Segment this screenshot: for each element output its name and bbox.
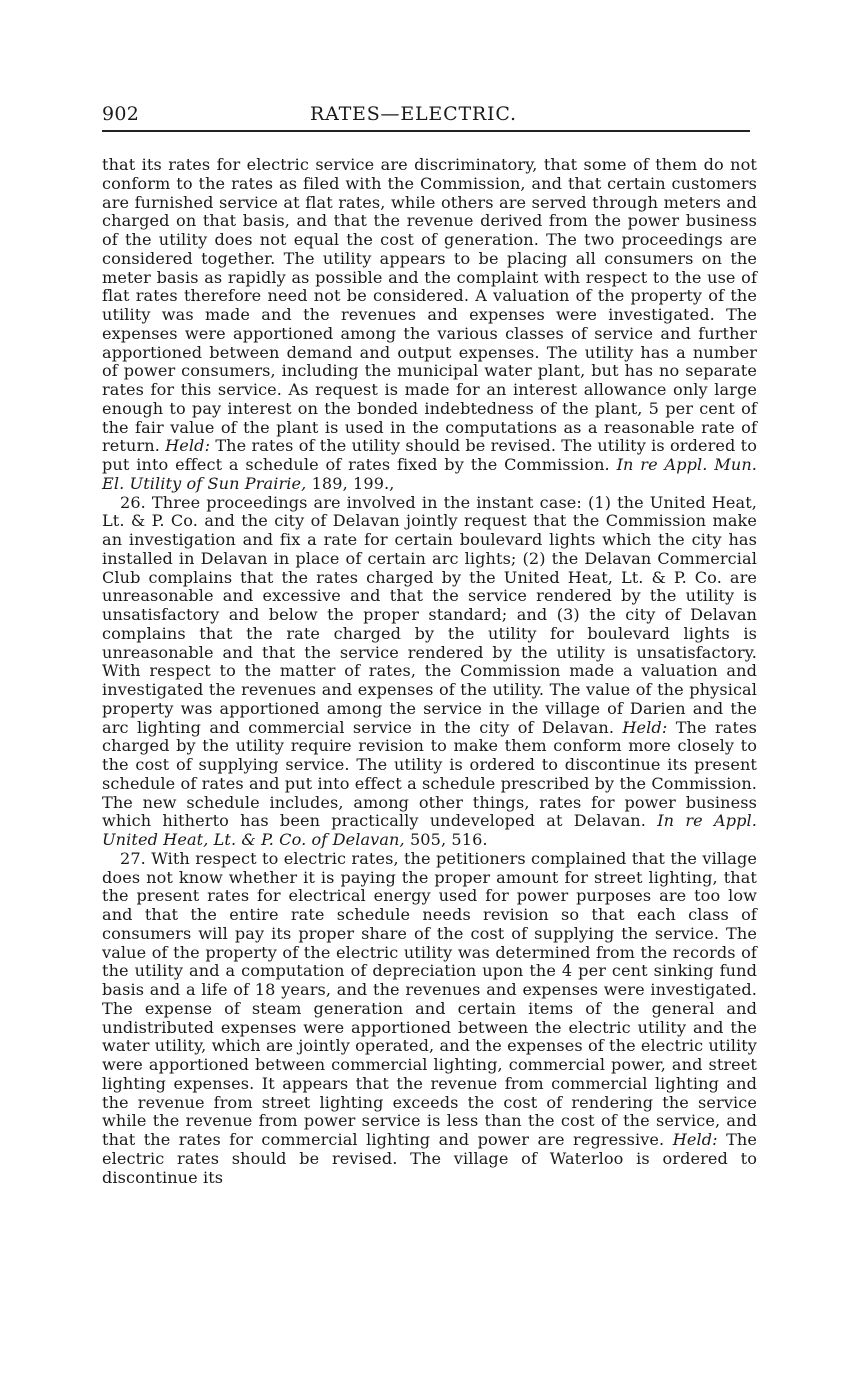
running-title: RATES—ELECTRIC. — [310, 103, 517, 125]
paragraph-27 — [102, 850, 757, 1188]
paragraph-text: that its rates for electric service are discriminatory, that some of them do not conform to the rates as filed with the Commission, and that certain customers are furnished service at flat rates, while others are served through meters and charged on that basis, and that the revenue derived from the power business of the utility does not equal the cost of generation. The two proceedings are considered together. The utility appears to be placing all consumers on the meter basis as rapidly as possible and the complaint with respect to the use of flat rates therefore need not be considered. A valuation of the property of the utility was made and the revenues and expenses were investigated. The expenses were apportioned among the various classes of service and further apportioned between demand and output expenses. The utility has a number of power consumers, including the municipal water plant, but has no separate rates for this service. As request is made for an interest allowance only large enough to pay interest on the bonded indebtedness of the plant, 5 per cent of the fair value of the plant is used in the computations as a reasonable rate of return. — [102, 155, 757, 456]
held-label: Held: — [672, 1130, 718, 1149]
case-citation: In re Appl. Mun. El. Utility of Sun Prairie, — [102, 455, 758, 493]
held-label: Held: — [165, 436, 211, 456]
paragraph-text: The electric rates should be revised. The village of Waterloo is ordered to discontinue its — [102, 1130, 758, 1187]
citation-pages: 189, 199., — [311, 473, 395, 493]
case-citation: In re Appl. United Heat, Lt. & P. Co. of Delavan, — [102, 811, 758, 849]
paragraph-26 — [102, 494, 757, 850]
header-rule — [102, 130, 750, 132]
citation-pages: 505, 516. — [409, 830, 488, 849]
body-text — [102, 156, 757, 1187]
held-label: Held: — [622, 717, 668, 737]
page-number: 902 — [102, 103, 140, 125]
paragraph-text: The rates charged by the utility require revision to make them conform more closely to the cost of supplying service. The utility is ordered to discontinue its present schedule of rates and put into effect a schedule prescribed by the Commission. The new schedule includes, among other things, rates for power business which hitherto has been practically undeveloped at Delavan. — [102, 717, 757, 831]
running-header — [102, 100, 757, 128]
paragraph-text: 26. Three proceedings are involved in the instant case: (1) the United Heat, Lt. & P. Co. and the city of Delavan jointly request that the Commission make an investigation and fix a rate for certain boulevard lights which the city has installed in Delavan in place of certain arc lights; (2) the Delavan Commercial Club complains that the rates charged by the United Heat, Lt. & P. Co. are unreasonable and excessive and that the service rendered by the utility is unsatisfactory and below the proper standard; and (3) the city of Delavan complains that the rate charged by the utility for boulevard lights is unreasonable and that the service rendered by the utility is unsatisfactory. With respect to the matter of rates, the Commission made a valuation and investigated the revenues and expenses of the utility. The value of the physical property was apportioned among the service in the village of Darien and the arc lighting and commercial service in the city of Delavan. — [102, 492, 757, 737]
paragraph-text: 27. With respect to electric rates, the petitioners complained that the village does not know whether it is paying the proper amount for street lighting, that the present rates for electrical energy used for power purposes are too low and that the entire rate schedule needs revision so that each class of consumers will pay its proper share of the cost of supplying the service. The value of the property of the electric utility was determined from the records of the utility and a computation of depreciation upon the 4 per cent sinking fund basis and a life of 18 years, and the revenues and expenses were investigated. The expense of steam generation and certain items of the general and undistributed expenses were apportioned between the electric utility and the water utility, which are jointly operated, and the expenses of the electric utility were apportioned between commercial lighting, commercial power, and street lighting expenses. It appears that the revenue from commercial lighting and the revenue from street lighting exceeds the cost of rendering the service while the revenue from power service is less than the cost of the service, and that the rates for commercial lighting and power are regressive. — [102, 848, 757, 1149]
paragraph-text: The rates of the utility should be revised. The utility is ordered to put into effect a schedule of rates fixed by the Commission. — [102, 436, 757, 474]
document-page — [102, 100, 757, 1187]
paragraph-1 — [102, 156, 757, 494]
